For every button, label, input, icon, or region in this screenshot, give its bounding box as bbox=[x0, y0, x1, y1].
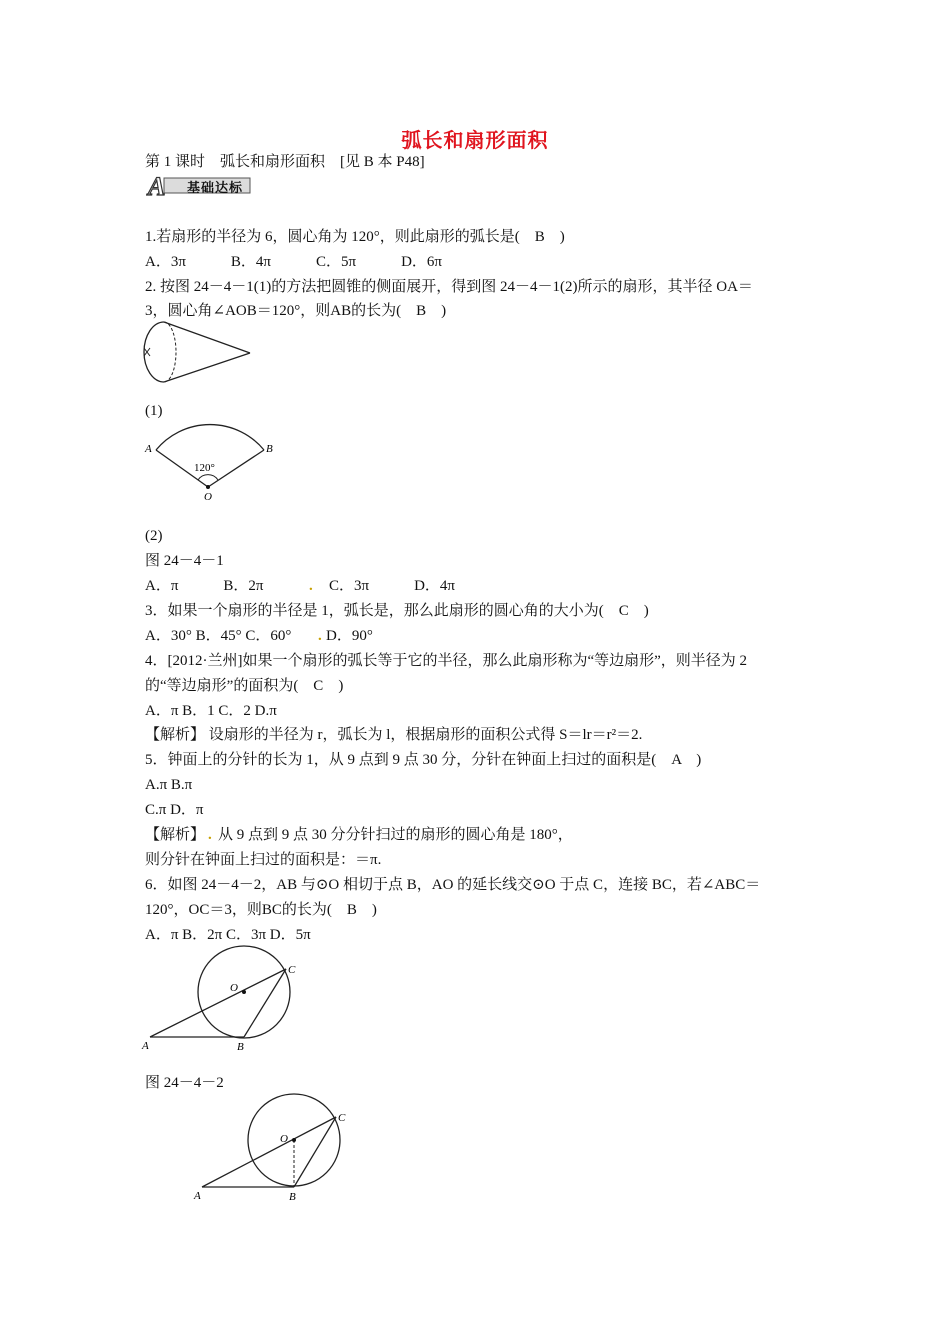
question-3: 3．如果一个扇形的半径是 1，弧长是，那么此扇形的圆心角的大小为( C ) bbox=[145, 603, 649, 619]
question-5-solution-label: 【解析】 bbox=[145, 827, 206, 843]
stray-dot-2: . bbox=[318, 628, 322, 644]
figure-caption-2: 图 24－4－2 bbox=[145, 1075, 224, 1091]
question-3-options-b: D．90° bbox=[326, 628, 373, 644]
fig3-label-o: O bbox=[280, 1133, 288, 1145]
label-b: B bbox=[266, 443, 273, 455]
question-2-line-2: 3，圆心角∠AOB＝120°，则AB的长为( B ) bbox=[145, 303, 447, 319]
fig3-label-a: A bbox=[194, 1190, 201, 1202]
question-6-line-1: 6．如图 24－4－2，AB 与⊙O 相切于点 B，AO 的延长线交⊙O 于点 C，连接 BC，若∠ABC＝ bbox=[145, 877, 761, 893]
fig2-label-o: O bbox=[230, 982, 238, 994]
question-4-solution: 【解析】 设扇形的半径为 r，弧长为 l，根据扇形的面积公式得 S＝lr＝r²＝2. bbox=[145, 727, 643, 743]
section-badge-text: 基础达标 bbox=[187, 181, 244, 196]
fig3-label-c: C bbox=[338, 1112, 346, 1124]
fig2-label-a: A bbox=[142, 1040, 149, 1052]
question-4-options: A．π B．1 C．2 D.π bbox=[145, 703, 277, 719]
figure-2-label: (2) bbox=[145, 528, 163, 544]
question-6-line-2: 120°，OC＝3，则BC的长为( B ) bbox=[145, 902, 377, 918]
figure-1-label: (1) bbox=[145, 403, 163, 419]
question-2-options-b: C．3π D．4π bbox=[329, 578, 455, 594]
fig2-label-b: B bbox=[237, 1041, 244, 1053]
question-1-options: A．3π B．4π C．5π D．6π bbox=[145, 254, 442, 270]
question-3-options-a: A．30° B．45° C．60° bbox=[145, 628, 292, 644]
question-4-line-2: 的“等边扇形”的面积为( C ) bbox=[145, 678, 344, 694]
label-o: O bbox=[204, 491, 212, 503]
stray-dot: . bbox=[309, 578, 313, 594]
question-5: 5．钟面上的分针的长为 1，从 9 点到 9 点 30 分，分针在钟面上扫过的面积是( A ) bbox=[145, 752, 702, 768]
fig2-label-c: C bbox=[288, 964, 296, 976]
question-5-options-2: C.π D．π bbox=[145, 802, 204, 818]
question-1: 1.若扇形的半径为 6，圆心角为 120°，则此扇形的弧长是( B ) bbox=[145, 229, 565, 245]
question-4-line-1: 4．[2012·兰州]如果一个扇形的弧长等于它的半径，那么此扇形称为“等边扇形”，则半径为 2 bbox=[145, 653, 748, 669]
badge-letter: A bbox=[148, 173, 166, 197]
fig3-label-b: B bbox=[289, 1191, 296, 1203]
circle-tangent-solution-figure bbox=[190, 1093, 360, 1205]
question-5-solution-2: 则分针在钟面上扫过的面积是：＝π. bbox=[145, 852, 382, 868]
circle-tangent-figure bbox=[140, 945, 310, 1055]
question-5-solution: 从 9 点到 9 点 30 分分针扫过的扇形的圆心角是 180°， bbox=[218, 827, 573, 843]
figure-caption-1: 图 24－4－1 bbox=[145, 553, 224, 569]
question-5-options-1: A.π B.π bbox=[145, 777, 193, 793]
page-title: 弧长和扇形面积 bbox=[401, 128, 549, 152]
angle-label: 120° bbox=[194, 462, 215, 474]
question-2-line-1: 2. 按图 24－4－1(1)的方法把圆锥的侧面展开，得到图 24－4－1(2)所示的扇形，其半径 OA＝ bbox=[145, 279, 753, 295]
sector-figure bbox=[140, 422, 280, 504]
question-6-options: A．π B．2π C．3π D．5π bbox=[145, 927, 311, 943]
label-a: A bbox=[145, 443, 152, 455]
cone-figure bbox=[140, 318, 255, 386]
stray-dot-3: . bbox=[208, 827, 212, 843]
lesson-subtitle: 第 1 课时 弧长和扇形面积 [见 B 本 P48] bbox=[145, 154, 425, 170]
question-2-options-a: A．π B．2π bbox=[145, 578, 294, 594]
